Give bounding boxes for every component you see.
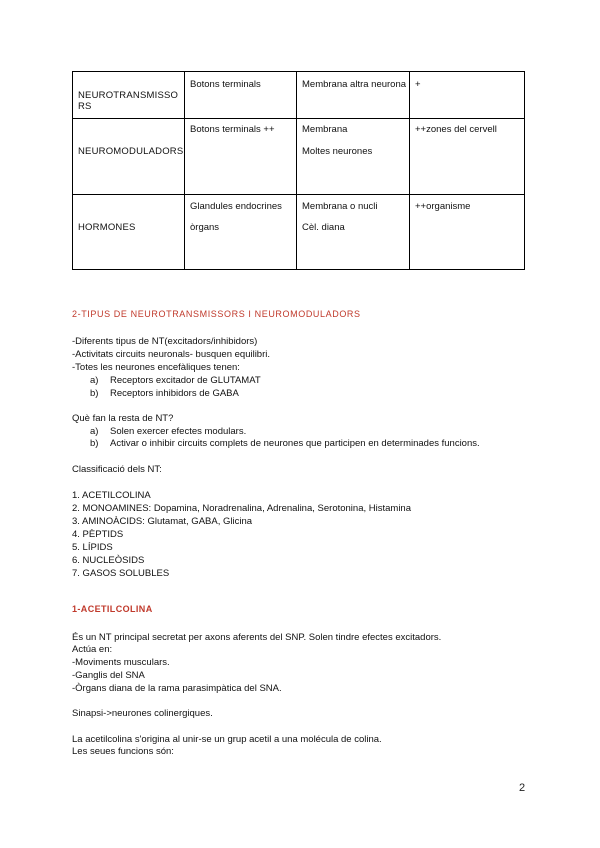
cell-text: Membrana [302,124,348,135]
cell-text: ++zones del cervell [415,124,497,135]
page-number: 2 [519,782,526,794]
cell-text: ++organisme [415,201,471,212]
row-name: NEUROTRANSMISSORS [78,90,179,112]
text-line: -Diferents tipus de NT(excitadors/inhibidors) [72,336,258,347]
cell-text: Glandules endocrines [190,201,282,212]
classif-item: 3. AMINOÀCIDS: Glutamat, GABA, Glicina [72,516,253,527]
text-line: -Totes les neurones encefàliques tenen: [72,362,240,373]
cell-text: + [415,79,421,90]
classif-item: 4. PÈPTIDS [72,529,124,540]
section-heading: 1-ACETILCOLINA [72,604,153,614]
list-item [90,426,246,437]
cell-text: Botons terminals ++ [190,124,275,135]
cell-text: Membrana altra neurona [302,79,407,90]
text-line: És un NT principal secretat per axons aferents del SNP. Solen tindre efectes excitadors. [72,632,442,643]
cell-text: òrgans [190,222,220,233]
row-name: NEUROMODULADORS [78,146,184,157]
list-item [90,388,239,399]
list-item [90,438,480,449]
list-text: Activar o inhibir circuits complets de neurones que participen en determinades funcions. [110,438,480,449]
classif-item: 5. LÍPIDS [72,542,113,553]
cell-text: Moltes neurones [302,146,373,157]
text-line: -Activitats circuits neuronals- busquen equilibri. [72,349,271,360]
cell-text: Cèl. diana [302,222,345,233]
text-line: Actúa en: [72,644,113,655]
list-marker: b) [90,388,99,399]
list-marker: a) [90,426,99,437]
row-name: HORMONES [78,222,136,233]
section-heading: 2-TIPUS DE NEUROTRANSMISSORS I NEUROMODULADORS [72,309,361,319]
list-text: Solen exercer efectes modulars. [110,426,247,437]
classif-item: 7. GASOS SOLUBLES [72,568,170,579]
classif-item: 1. ACETILCOLINA [72,490,151,501]
table-row [73,119,525,195]
list-item [90,375,261,386]
text-line: -Moviments musculars. [72,657,170,668]
text-line: -Òrgans diana de la rama parasimpàtica del SNA. [72,683,282,694]
list-text: Receptors inhibidors de GABA [110,388,239,399]
classif-item: 2. MONOAMINES: Dopamina, Noradrenalina, Adrenalina, Serotonina, Histamina [72,503,411,514]
neurotransmitter-table [72,71,525,270]
text-line: La acetilcolina s'origina al unir-se un grup acetil a una molécula de colina. [72,734,382,745]
table-row [73,195,525,270]
classif-item: 6. NUCLEÒSIDS [72,555,145,566]
text-line: Sinapsi->neurones colinergiques. [72,708,213,719]
cell-text: Botons terminals [190,79,261,90]
list-text: Receptors excitador de GLUTAMAT [110,375,261,386]
text-line: Què fan la resta de NT? [72,413,174,424]
list-marker: a) [90,375,99,386]
table-row [73,72,525,119]
text-line: Les seues funcions són: [72,746,174,757]
text-line: -Ganglis del SNA [72,670,145,681]
list-marker: b) [90,438,99,449]
text-line: Classificació dels NT: [72,464,162,475]
cell-text: Membrana o nucli [302,201,378,212]
